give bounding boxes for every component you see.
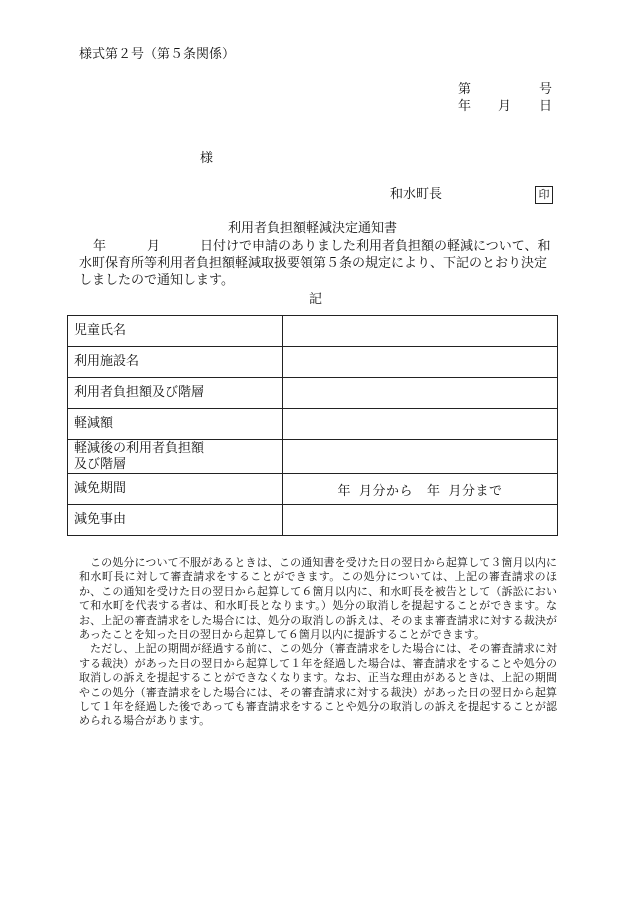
- child-name-label: 児童氏名: [74, 323, 127, 338]
- reduced-fee-value: [283, 440, 558, 474]
- row-label: [68, 378, 283, 409]
- row-label: [68, 505, 283, 536]
- fee-and-tier-value: [283, 378, 558, 409]
- exemption-period-label: 減免期間: [74, 481, 127, 496]
- facility-name-label: 利用施設名: [74, 354, 140, 369]
- intro-year-label: 年: [93, 239, 107, 254]
- row-label: [68, 316, 283, 347]
- row-label: [68, 474, 283, 505]
- reduced-fee-label: 軽減後の利用者負担額 及び階層: [74, 440, 205, 472]
- date-month-label: 月: [498, 99, 512, 114]
- table-row: [68, 474, 558, 505]
- document-title: 利用者負担額軽減決定通知書: [228, 221, 398, 236]
- document-number-suffix: 号: [539, 82, 553, 97]
- facility-name-value: [283, 347, 558, 378]
- reduction-amount-label: 軽減額: [74, 416, 114, 431]
- date-year-label: 年: [458, 99, 472, 114]
- intro-paragraph: [79, 238, 559, 289]
- form-number: 様式第２号（第５条関係）: [79, 47, 236, 62]
- intro-text: 日付けで申請のありました利用者負担額の軽減について、和水町保育所等利用者負担額軽減取扱要領第５条の規定により、下記のとおり決定しましたので通知します。: [79, 239, 551, 288]
- child-name-value: [283, 316, 558, 347]
- period-to: 月分まで: [448, 483, 503, 499]
- appeal-note-paragraph-2: ただし、上記の期間が経過する前に、この処分（審査請求をした場合には、その審査請求に対する裁決）があった日の翌日から起算して１年を経過した場合は、審査請求をすることや処分の取消しの訴えを提起することができなくなります。なお、正当な理由があるときは、上記の期間やこの処分（審査請求をした場合には、その審査請求に対する裁決）があった日の翌日から起算して１年を経過した後であっても審査請求をすることや処分の取消しの訴えを提起することが認められる場合があります。: [79, 642, 557, 728]
- row-label: [68, 409, 283, 440]
- row-label: [68, 440, 283, 474]
- seal-mark: 印: [535, 186, 553, 204]
- period-from: 月分から: [358, 483, 413, 499]
- appeal-note-paragraph-1: この処分について不服があるときは、この通知書を受けた日の翌日から起算して３箇月以内に和水町長に対して審査請求をすることができます。この処分については、上記の審査請求のほか、この通知を受けた日の翌日から起算して６箇月以内に、和水町長を被告として（訴訟において和水町を代表する者は、和水町長となります。）処分の取消しを提起することができます。なお、上記の審査請求をした場合には、処分の取消しの訴えは、そのまま審査請求に対する裁決があったことを知った日の翌日から起算して６箇月以内に提訴することができます。: [79, 556, 557, 642]
- exemption-reason-value: [283, 505, 558, 536]
- table-row: [68, 316, 558, 347]
- ki-heading: 記: [309, 292, 323, 307]
- table-row: [68, 505, 558, 536]
- addressee-honorific: 様: [200, 151, 214, 166]
- table-row: [68, 347, 558, 378]
- period-end-year: 年: [427, 483, 441, 499]
- intro-month-label: 月: [147, 239, 161, 254]
- date-day-label: 日: [539, 99, 553, 114]
- table-row: [68, 440, 558, 474]
- document-number-label: 第: [458, 82, 472, 97]
- issuer-title: 和水町長: [390, 187, 443, 202]
- table-row: [68, 409, 558, 440]
- row-label: [68, 347, 283, 378]
- reduction-amount-value: [283, 409, 558, 440]
- exemption-period-value: [283, 474, 558, 505]
- fee-and-tier-label: 利用者負担額及び階層: [74, 385, 205, 400]
- appeal-notes: [79, 556, 557, 729]
- table-row: [68, 378, 558, 409]
- period-start-year: 年: [337, 483, 351, 499]
- exemption-reason-label: 減免事由: [74, 512, 127, 527]
- details-table: [67, 315, 558, 536]
